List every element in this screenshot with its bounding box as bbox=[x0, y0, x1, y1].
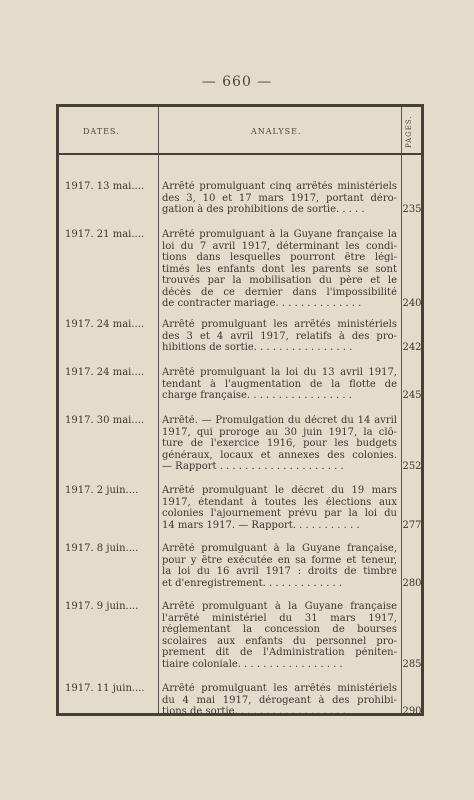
column-divider-pages bbox=[401, 107, 402, 713]
analysis-line: du 4 mai 1917, dérogeant à des prohibi- bbox=[162, 694, 397, 706]
analysis-line: la loi du 16 avril 1917 : droits de timbre bbox=[162, 566, 397, 577]
page-number: — 660 — bbox=[201, 74, 273, 90]
analysis-line: l'arrêté ministériel du 31 mars 1917, bbox=[162, 612, 397, 624]
analysis-line: 1917, qui proroge au 30 juin 1917, la clô- bbox=[162, 426, 397, 438]
analysis-line: colonies l'ajournement prévu par la loi du bbox=[162, 508, 397, 519]
analysis-line: tions de sortie. . . . . . . . . . . . . . . . . . bbox=[162, 706, 346, 717]
row-analysis bbox=[162, 181, 397, 216]
analysis-line: tendant à l'augmentation de la flotte de bbox=[162, 378, 397, 390]
index-table bbox=[56, 104, 424, 716]
analysis-line: charge française. . . . . . . . . . . . . . . . . bbox=[162, 390, 352, 401]
row-page-number: 242 bbox=[402, 342, 422, 353]
row-analysis bbox=[162, 367, 397, 402]
analysis-line: de contracter mariage. . . . . . . . . . . . . . bbox=[162, 298, 362, 309]
analysis-line: Arrêté promulguant cinq arrêtés ministériels bbox=[162, 181, 397, 192]
analysis-line: scolaires aux enfants du personnel pro- bbox=[162, 635, 397, 647]
analysis-line: Arrêté promulguant les arrêtés ministériels bbox=[162, 683, 397, 694]
row-analysis bbox=[162, 229, 397, 310]
row-analysis bbox=[162, 543, 397, 589]
row-page-number: 240 bbox=[402, 298, 422, 309]
analysis-line: Arrêté. — Promulgation du décret du 14 avril bbox=[162, 415, 397, 426]
row-analysis bbox=[162, 415, 397, 473]
analysis-line: Arrêté promulguant le décret du 19 mars bbox=[162, 485, 397, 496]
analysis-line: timés les enfants dont les parents se sont bbox=[162, 263, 397, 275]
row-date: 1917. 9 juin.... bbox=[65, 601, 139, 612]
analysis-line: prement dit de l'Administration péniten- bbox=[162, 647, 397, 658]
column-divider-dates bbox=[158, 107, 159, 713]
analysis-line: 1917, étendant à toutes les élections aux bbox=[162, 496, 397, 508]
row-date: 1917. 24 mai.... bbox=[65, 319, 145, 330]
row-date: 1917. 8 juin.... bbox=[65, 543, 139, 554]
row-analysis bbox=[162, 683, 397, 718]
analysis-line: des 3 et 4 avril 1917, relatifs à des pro- bbox=[162, 330, 397, 342]
analysis-line: 14 mars 1917. — Rapport. . . . . . . . . . . bbox=[162, 519, 360, 531]
row-date: 1917. 30 mai.... bbox=[65, 415, 145, 426]
analysis-line: Arrêté promulguant la loi du 13 avril 1917, bbox=[162, 367, 397, 378]
analysis-line: décès de ce dernier dans l'impossibilité bbox=[162, 286, 397, 298]
header-rule bbox=[59, 153, 421, 155]
row-date: 1917. 21 mai.... bbox=[65, 229, 145, 240]
analysis-line: et d'enregistrement. . . . . . . . . . . . . bbox=[162, 577, 343, 589]
analysis-line: ture de l'exercice 1916, pour les budgets bbox=[162, 438, 397, 449]
row-page-number: 252 bbox=[402, 461, 422, 472]
row-analysis bbox=[162, 485, 397, 531]
row-date: 1917. 13 mai.... bbox=[65, 181, 145, 192]
header-analyse: ANALYSE. bbox=[251, 127, 302, 136]
row-page-number: 280 bbox=[402, 577, 422, 589]
analysis-line: Arrêté promulguant à la Guyane française bbox=[162, 601, 397, 612]
analysis-line: loi du 7 avril 1917, déterminant les condi- bbox=[162, 240, 397, 252]
row-page-number: 277 bbox=[402, 519, 422, 531]
analysis-line: Arrêté promulguant à la Guyane française la bbox=[162, 229, 397, 240]
header-pages: PAGES. bbox=[405, 115, 413, 149]
analysis-line: hibitions de sortie. . . . . . . . . . . . . . . . bbox=[162, 342, 353, 353]
row-analysis bbox=[162, 319, 397, 354]
row-page-number: 235 bbox=[402, 204, 422, 215]
row-page-number: 245 bbox=[402, 390, 422, 401]
row-analysis bbox=[162, 601, 397, 670]
row-date: 1917. 11 juin.... bbox=[65, 683, 145, 694]
row-page-number: 285 bbox=[402, 658, 422, 670]
analysis-line: trouvés par la mobilisation du père et le bbox=[162, 275, 397, 286]
analysis-line: tiaire coloniale. . . . . . . . . . . . . . . . . bbox=[162, 658, 343, 670]
row-date: 1917. 24 mai.... bbox=[65, 367, 145, 378]
row-date: 1917. 2 juin.... bbox=[65, 485, 139, 496]
analysis-line: réglementant la concession de bourses bbox=[162, 624, 397, 635]
row-page-number: 290 bbox=[402, 706, 422, 717]
header-dates: DATES. bbox=[83, 127, 120, 136]
analysis-line: Arrêté promulguant à la Guyane française, bbox=[162, 543, 397, 554]
analysis-line: gation à des prohibitions de sortie. . . . . bbox=[162, 204, 365, 215]
analysis-line: Arrêté promulguant les arrêtés ministériels bbox=[162, 319, 397, 330]
analysis-line: — Rapport . . . . . . . . . . . . . . . . . . . . bbox=[162, 461, 344, 472]
analysis-line: généraux, locaux et annexes des colonies. bbox=[162, 449, 397, 461]
analysis-line: tions dans lesquelles pourront être légi- bbox=[162, 252, 397, 263]
analysis-line: des 3, 10 et 17 mars 1917, portant déro- bbox=[162, 192, 397, 204]
analysis-line: pour y être exécutée en sa forme et teneur, bbox=[162, 554, 397, 566]
